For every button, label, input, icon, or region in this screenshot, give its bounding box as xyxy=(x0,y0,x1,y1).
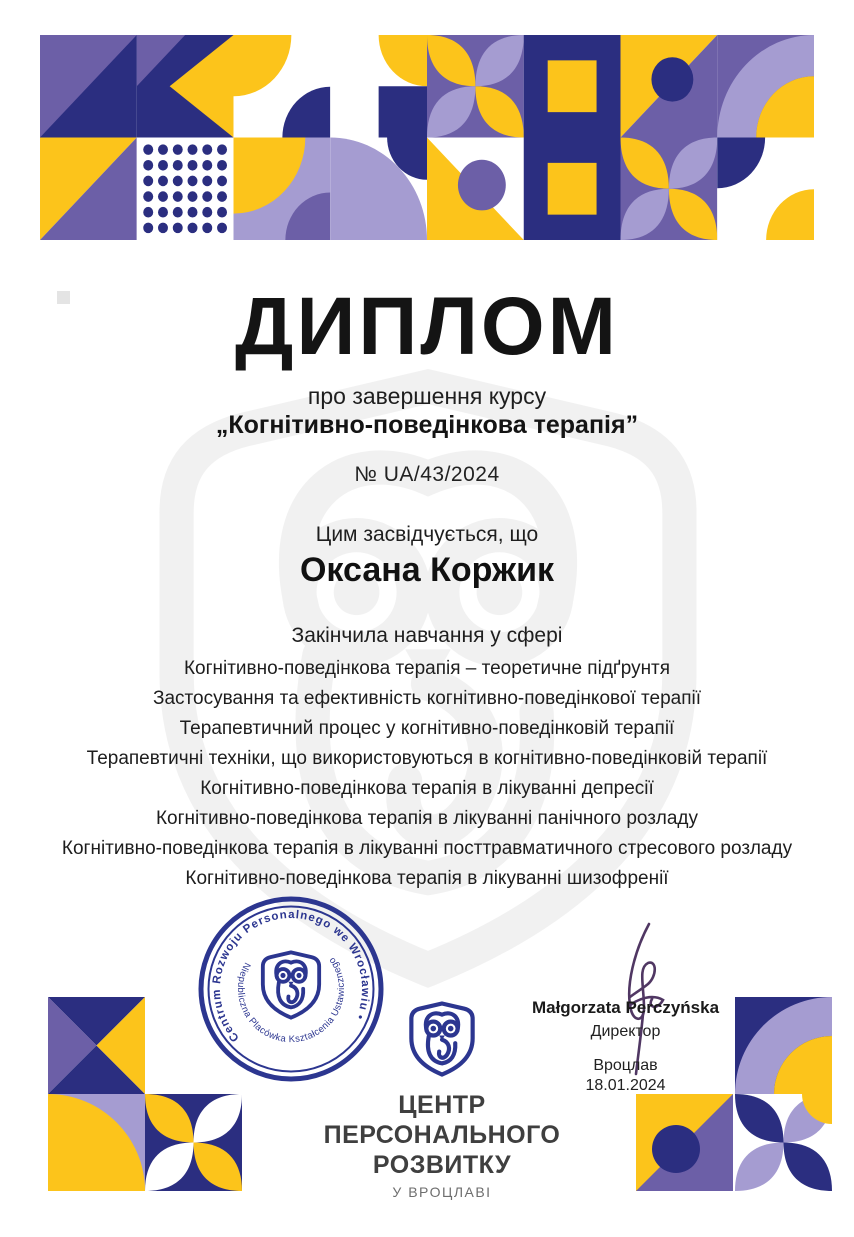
topics-list xyxy=(0,654,854,894)
completion-line: Закінчила навчання у сфері xyxy=(291,624,563,647)
topic-item: Когнітивно-поведінкова терапія в лікуванні депресії xyxy=(200,778,654,799)
topic-item: Когнітивно-поведінкова терапія в лікуванні панічного розладу xyxy=(155,808,699,829)
decorative-banner xyxy=(40,35,814,240)
seal-owl-shield-icon xyxy=(263,952,319,1017)
diploma-subtitle: про завершення курсу xyxy=(307,383,547,409)
issuer-name xyxy=(292,1090,592,1180)
decorative-corner-left xyxy=(48,996,242,1192)
topic-item: Когнітивно-поведінкова терапія в лікуванні шизофренії xyxy=(185,868,669,889)
issue-city: Вроцлав xyxy=(593,1057,658,1074)
topic-item: Застосування та ефективність когнітивно-поведінкової терапії xyxy=(152,688,702,709)
certify-line: Цим засвідчується, що xyxy=(315,523,539,546)
seal-inner-text: Niepubliczna Placówka Kształcenia Ustawicznego xyxy=(234,954,348,1046)
seal-outer-text: Centrum Rozwoju Personalnego we Wrocławiu • xyxy=(210,908,372,1044)
svg-text:Niepubliczna Placówka Kształce xyxy=(235,955,347,1045)
decorative-corner-right xyxy=(636,996,832,1192)
issuer-location: У ВРОЦЛАВІ xyxy=(392,1184,492,1200)
issuer-name-line: ЦЕНТР xyxy=(398,1091,486,1119)
topic-item: Когнітивно-поведінкова терапія – теоретичне підґрунтя xyxy=(183,658,671,679)
topic-item: Когнітивно-поведінкова терапія в лікуванні посттравматичного стресового розладу xyxy=(61,838,793,859)
issuer-name-line: РОЗВИТКУ xyxy=(372,1151,512,1179)
owl-shield-icon xyxy=(407,1000,477,1078)
signer-role: Директор xyxy=(590,1023,661,1040)
certificate-number: № UA/43/2024 xyxy=(354,463,500,486)
recipient-name: Оксана Коржик xyxy=(299,551,554,589)
topic-item: Терапевтичні техніки, що використовуються в когнітивно-поведінковій терапії xyxy=(86,748,768,769)
issue-date: 18.01.2024 xyxy=(585,1077,666,1094)
issuer-name-line: ПЕРСОНАЛЬНОГО xyxy=(323,1121,561,1149)
topic-item: Терапевтичний процес у когнітивно-поведінковій терапії xyxy=(179,718,675,739)
signer-name: Małgorzata Perczyńska xyxy=(531,998,720,1017)
course-name: „Когнітивно-поведінкова терапія” xyxy=(215,411,639,439)
diploma-title: ДИПЛОМ xyxy=(235,281,619,372)
